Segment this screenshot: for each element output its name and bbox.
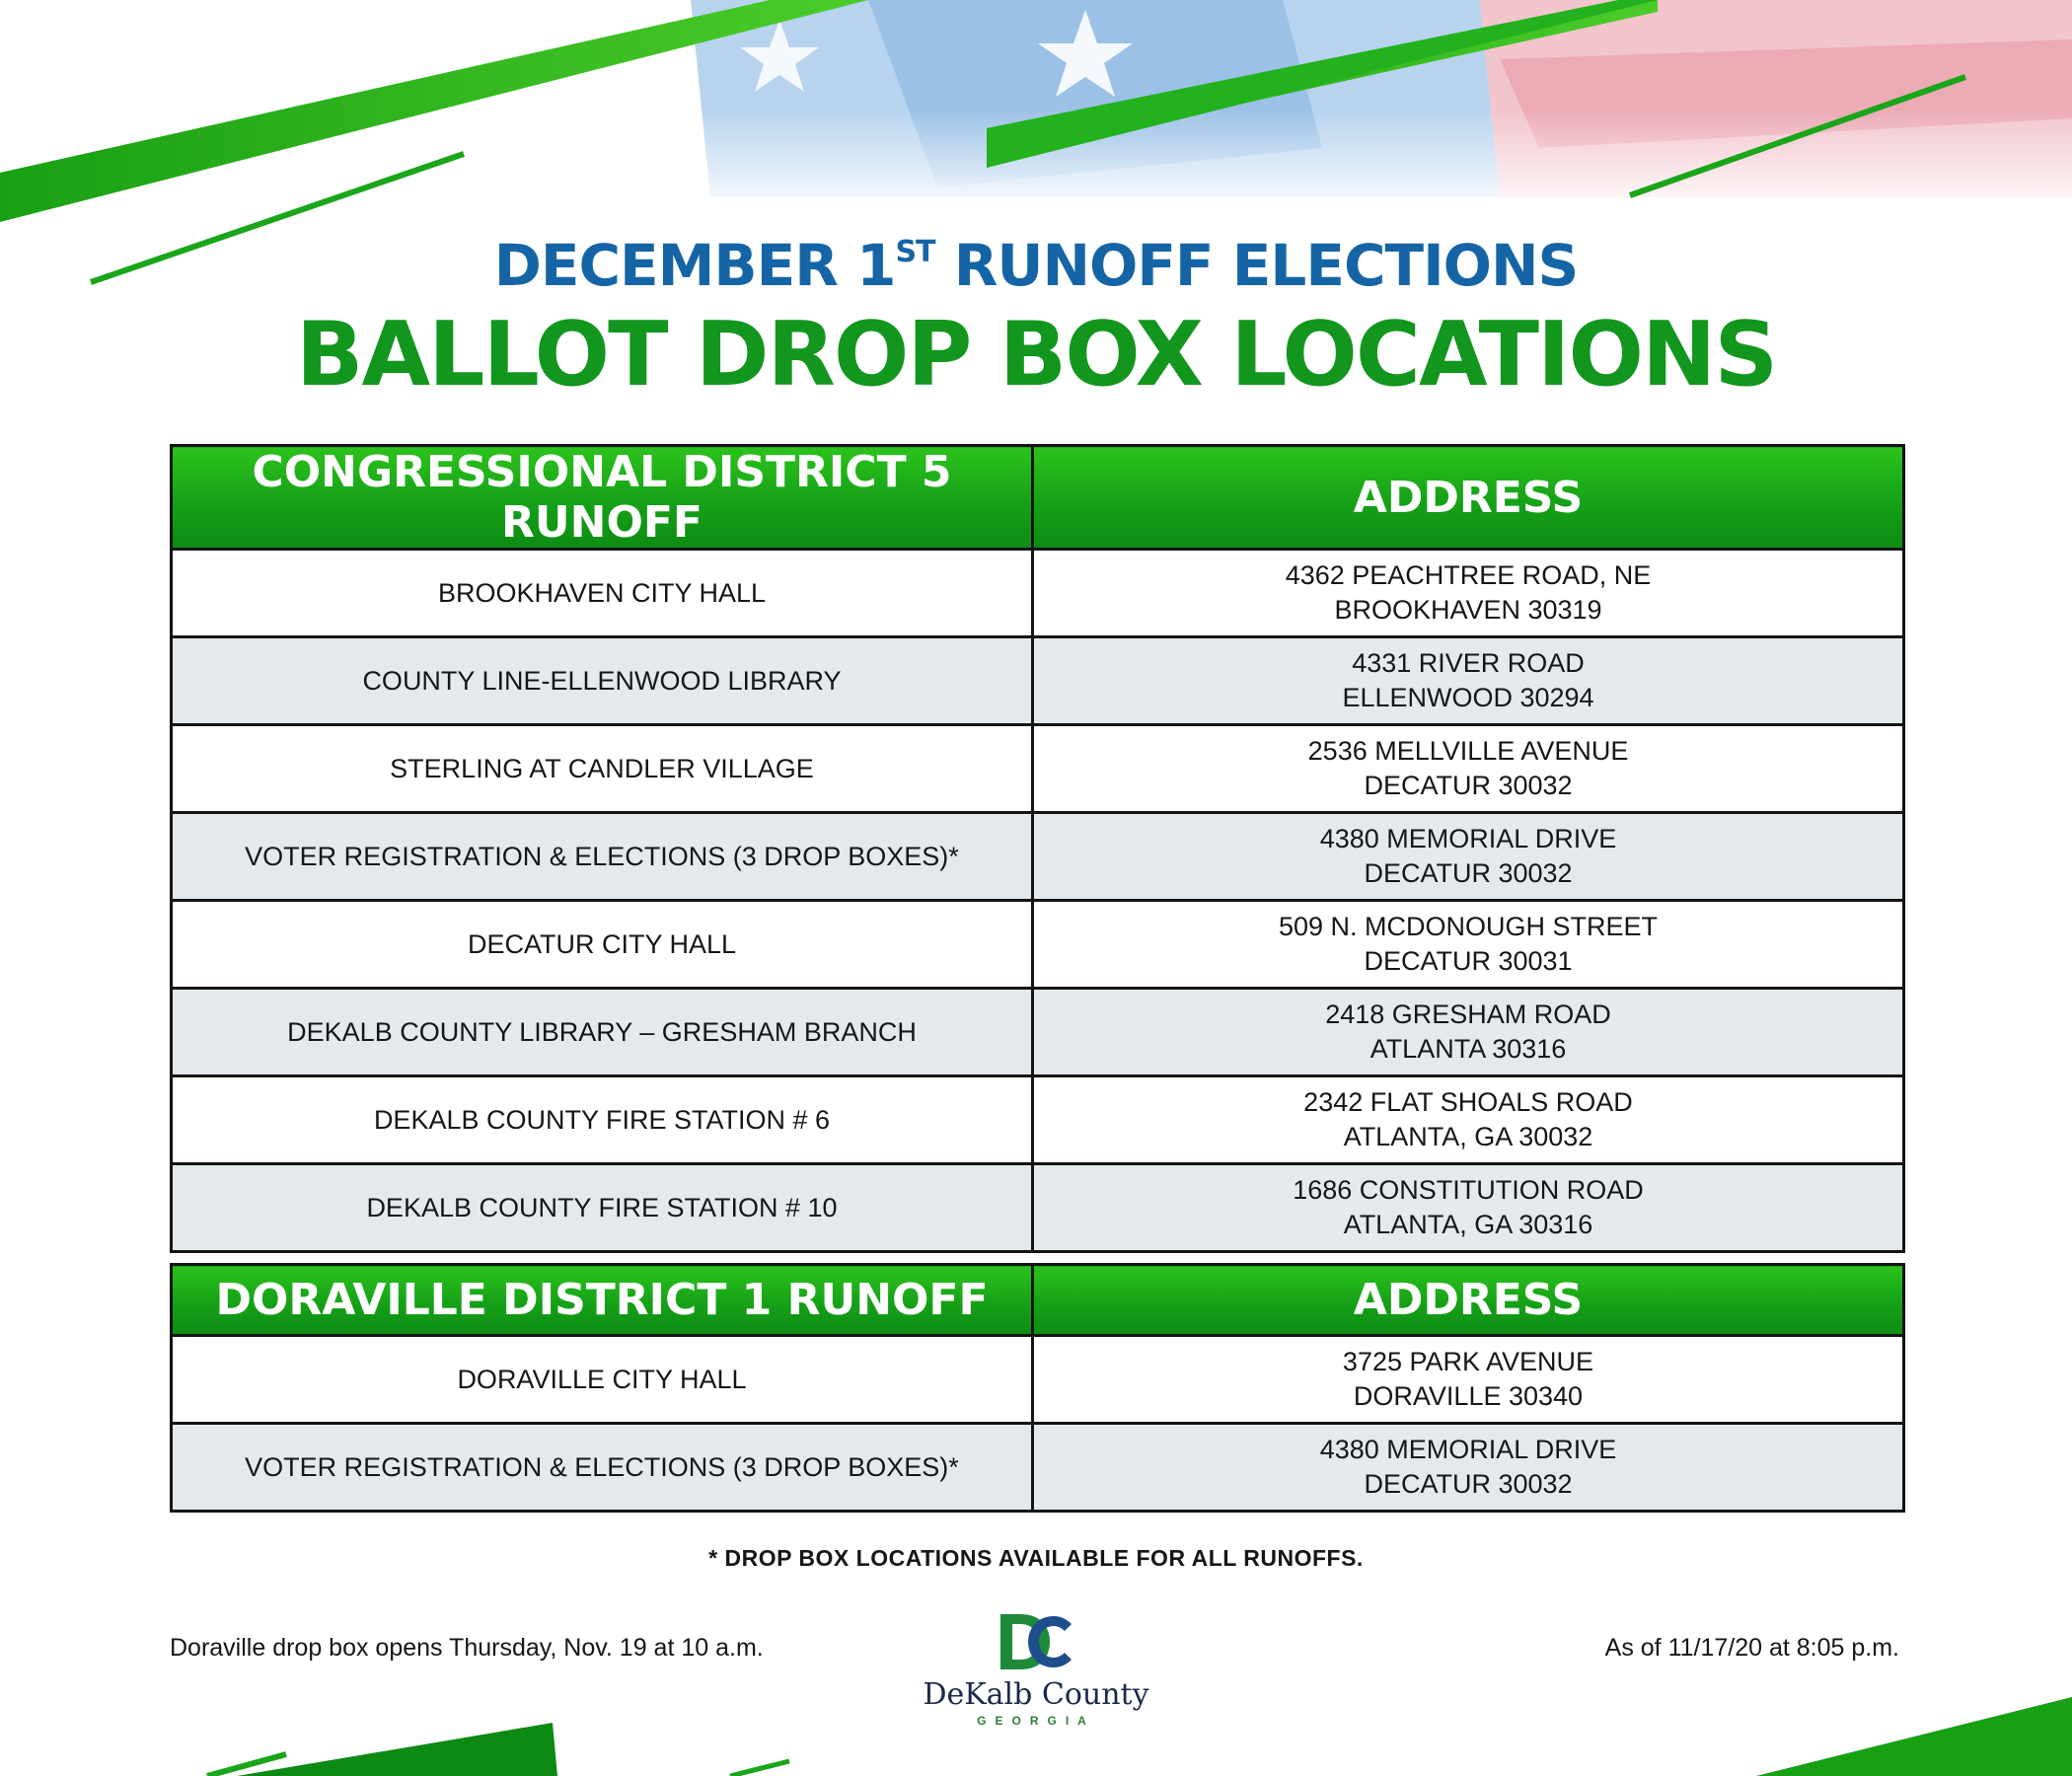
table-row [172,725,1904,813]
address-line-2: ATLANTA, GA 30316 [1343,1210,1593,1239]
address-line-2: DECATUR 30031 [1364,946,1573,976]
location-name: STERLING AT CANDLER VILLAGE [172,725,1033,813]
table-row [172,550,1904,637]
district-5-table [170,444,1905,1253]
location-address [1033,813,1904,901]
address-line-2: ATLANTA 30316 [1369,1034,1567,1064]
location-address [1033,637,1904,725]
table-row [172,637,1904,725]
address-line-1: 4380 MEMORIAL DRIVE [1319,824,1617,853]
address-line-2: DECATUR 30032 [1364,1469,1573,1499]
title-election [0,232,2072,299]
address-line-2: ATLANTA, GA 30032 [1343,1122,1593,1151]
logo-state: GEORGIA [977,1714,1095,1728]
table-row [172,901,1904,989]
location-column-header: CONGRESSIONAL DISTRICT 5 RUNOFF [172,446,1033,550]
table-row [172,1076,1904,1164]
address-line-2: DECATUR 30032 [1364,858,1573,888]
table-header-row [172,446,1904,550]
location-address [1033,1076,1904,1164]
logo-county-name: DeKalb County [923,1677,1149,1712]
location-name: VOTER REGISTRATION & ELECTIONS (3 DROP BOXES)* [172,1424,1033,1512]
address-line-1: 2342 FLAT SHOALS ROAD [1303,1087,1633,1117]
page-title [0,232,2072,407]
table-row [172,1164,1904,1252]
location-address [1033,989,1904,1076]
location-address [1033,1424,1904,1512]
address-line-1: 1686 CONSTITUTION ROAD [1293,1175,1644,1205]
location-name: DEKALB COUNTY LIBRARY – GRESHAM BRANCH [172,989,1033,1076]
location-address [1033,550,1904,637]
address-line-1: 2536 MELLVILLE AVENUE [1307,736,1629,766]
location-address [1033,725,1904,813]
address-column-header: ADDRESS [1033,446,1904,550]
title-drop-box: BALLOT DROP BOX LOCATIONS [295,303,1777,407]
location-address [1033,901,1904,989]
address-line-2: DORAVILLE 30340 [1353,1381,1584,1411]
location-name: DEKALB COUNTY FIRE STATION # 6 [172,1076,1033,1164]
address-line-2: ELLENWOOD 30294 [1342,683,1594,712]
dekalb-county-logo [918,1610,1154,1728]
location-address [1033,1336,1904,1424]
address-line-1: 4362 PEACHTREE ROAD, NE [1285,560,1652,590]
location-name: DORAVILLE CITY HALL [172,1336,1033,1424]
table-row [172,1336,1904,1424]
location-name: DECATUR CITY HALL [172,901,1033,989]
location-address [1033,1164,1904,1252]
title-date-suffix: ST [895,235,935,269]
address-column-header: ADDRESS [1033,1265,1904,1336]
address-line-2: BROOKHAVEN 30319 [1334,595,1602,625]
address-line-1: 4380 MEMORIAL DRIVE [1319,1435,1617,1464]
doraville-district-1-table [170,1263,1905,1513]
table-row [172,989,1904,1076]
footnote: * DROP BOX LOCATIONS AVAILABLE FOR ALL RUNOFFS. [708,1545,1364,1571]
address-line-1: 3725 PARK AVENUE [1342,1347,1594,1376]
address-line-1: 2418 GRESHAM ROAD [1325,999,1611,1029]
location-name: VOTER REGISTRATION & ELECTIONS (3 DROP BOXES)* [172,813,1033,901]
title-date: DECEMBER 1 [493,232,896,299]
location-name: COUNTY LINE-ELLENWOOD LIBRARY [172,637,1033,725]
address-line-1: 4331 RIVER ROAD [1352,648,1585,678]
dc-logo-icon [997,1610,1075,1673]
as-of-timestamp: As of 11/17/20 at 8:05 p.m. [1604,1634,1899,1662]
table-header-row [172,1265,1904,1336]
doraville-opening-note: Doraville drop box opens Thursday, Nov. 19 at 10 a.m. [170,1634,764,1662]
table-row [172,1424,1904,1512]
address-line-2: DECATUR 30032 [1364,771,1573,800]
location-column-header: DORAVILLE DISTRICT 1 RUNOFF [172,1265,1033,1336]
title-election-text: RUNOFF ELECTIONS [934,232,1579,299]
table-row [172,813,1904,901]
location-name: BROOKHAVEN CITY HALL [172,550,1033,637]
location-name: DEKALB COUNTY FIRE STATION # 10 [172,1164,1033,1252]
address-line-1: 509 N. MCDONOUGH STREET [1278,912,1659,941]
